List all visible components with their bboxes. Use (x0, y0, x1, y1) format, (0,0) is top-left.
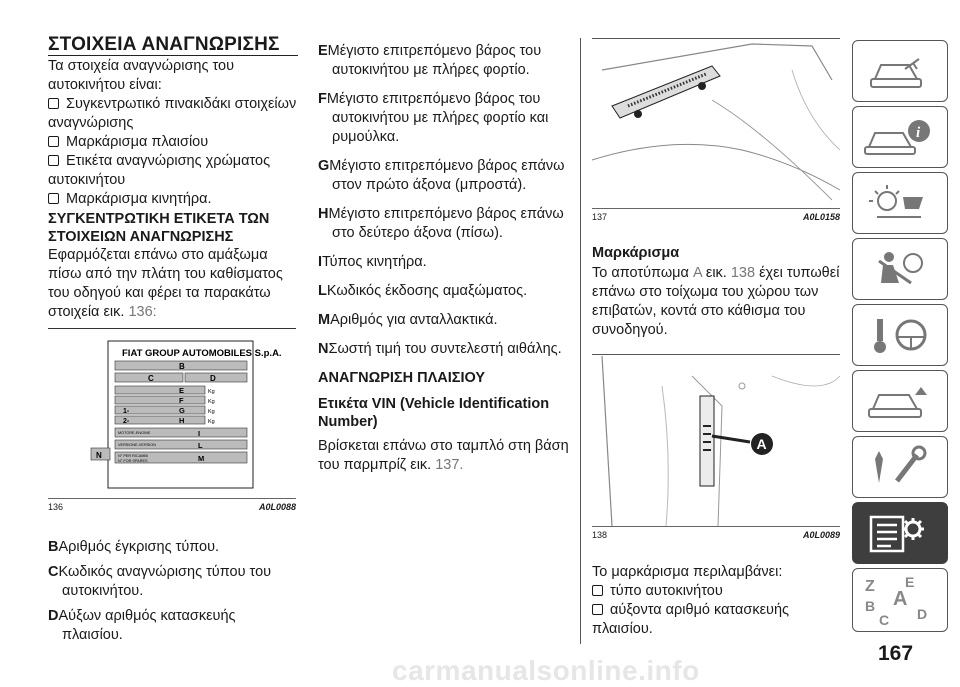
svg-text:F: F (179, 396, 184, 405)
vin-paragraph: Βρίσκεται επάνω στο ταμπλό στη βάση του παρμπρίζ εικ. 137. (318, 438, 569, 473)
svg-text:E: E (905, 574, 915, 590)
svg-text:Kg: Kg (208, 399, 215, 405)
intro-paragraph (48, 57, 298, 209)
svg-text:E: E (179, 386, 185, 395)
legend-list-continued: EΜέγιστο επιτρεπόμενο βάρος του αυτοκινήτου με πλήρες φορτίο. FΜέγιστο επιτρεπόμενο βάρος του αυτοκινήτου με πλήρες φορτίο και ρυμούλκα. GΜέγιστο επιτρεπόμενο βάρος επάνω στον πρώτο άξονα (μπροστά). HΜέγιστο επιτρεπόμενο βάρος επάνω στο δεύτερο άξονα (πίσω). IΤύπος κινητήρα. LΚωδικός έκδοσης αμαξώματος. MΑριθμός για ανταλλακτικά. NΣωστή τιμή του συντελεστή αιθάλης. ΑΝΑΓΝΩΡΙΣΗ ΠΛΑΙΣΙΟΥ Ετικέτα VIN (Vehicle Identification Number) Βρίσκεται επάνω στο ταμπλό στη βάση του παρμπρίζ εικ. 137. (318, 42, 580, 475)
bullet-item: αύξοντα αριθμό κατασκευής (592, 601, 844, 620)
warning-lights-icon (853, 173, 947, 233)
svg-text:N° PER RICAMBI: N° PER RICAMBI (118, 454, 148, 458)
figure-number: 138 (592, 530, 608, 540)
tab-safety[interactable] (852, 238, 948, 300)
windshield-vin-figure (592, 40, 840, 208)
legend-list: BΑριθμός έγκρισης τύπου. CΚωδικός αναγνώρισης τύπου του αυτοκινήτου. DΑύξων αριθμός κατασκευής πλαισίου. (48, 538, 303, 645)
car-emergency-icon (853, 371, 947, 431)
legend-item: FΜέγιστο επιτρεπόμενο βάρος του (318, 91, 541, 107)
svg-text:Kg: Kg (208, 419, 215, 425)
figure-reference[interactable]: 136: (128, 304, 157, 320)
tab-warning-lights[interactable] (852, 172, 948, 234)
title-rule (48, 55, 298, 56)
svg-text:N° FOR SPARES: N° FOR SPARES (118, 459, 148, 463)
column-divider (580, 38, 581, 644)
svg-text:C: C (879, 612, 890, 628)
intro-line: αυτοκινήτου είναι: (48, 77, 162, 93)
svg-text:N: N (96, 451, 102, 460)
tab-dashboard[interactable] (852, 40, 948, 102)
tab-emergency[interactable] (852, 370, 948, 432)
technical-data-icon (853, 503, 947, 563)
checkbox-bullet-icon (48, 193, 59, 204)
chassis-marking-figure (592, 356, 840, 526)
figure-number: 137 (592, 212, 608, 222)
legend-item: HΜέγιστο επιτρεπόμενο βάρος επάνω (318, 206, 564, 222)
svg-text:C: C (148, 374, 154, 383)
page-title: ΣΤΟΙΧΕΙΑ ΑΝΑΓΝΩΡΙΣΗΣ (48, 34, 280, 55)
svg-text:I: I (198, 429, 201, 438)
watermark: carmanualsonline.info (392, 655, 700, 686)
legend-item: IΤύπος κινητήρα. (318, 254, 427, 270)
svg-text:D: D (210, 374, 216, 383)
figure-number: 136 (48, 502, 64, 512)
section-heading: ΣΥΓΚΕΝΤΡΩΤΙΚΗ ΕΤΙΚΕΤΑ ΤΩΝ ΣΤΟΙΧΕΙΩΝ ΑΝΑΓΝΩΡΙΣΗΣ (48, 211, 270, 245)
figure-code: A0L0089 (802, 530, 840, 540)
checkbox-bullet-icon (592, 585, 603, 596)
subheading: Ετικέτα VIN (Vehicle Identification Number) (318, 396, 550, 430)
intro-line: Τα στοιχεία αναγνώρισης του (48, 58, 234, 74)
figure-top-rule (48, 328, 296, 329)
figure-caption (48, 502, 296, 512)
figure-caption (592, 530, 840, 540)
identification-plate-figure (88, 340, 282, 490)
legend-item: GΜέγιστο επιτρεπόμενο βάρος επάνω (318, 158, 565, 174)
bullet-continuation: αυτοκινήτου (48, 172, 126, 188)
page-number: 167 (878, 642, 914, 665)
car-info-icon (853, 107, 947, 167)
checkbox-bullet-icon (592, 604, 603, 615)
figure-reference[interactable]: 138 (730, 265, 756, 281)
svg-text:MOTORE-ENGINE: MOTORE-ENGINE (118, 431, 151, 435)
svg-text:2-: 2- (123, 418, 130, 425)
svg-text:M: M (198, 454, 205, 463)
figure-code: A0L0158 (802, 212, 840, 222)
tab-technical-data[interactable] (852, 502, 948, 564)
callout-reference: A (692, 265, 702, 281)
bullet-item: Συγκεντρωτικό πινακιδάκι στοιχείων (48, 95, 298, 114)
legend-item: MΑριθμός για ανταλλακτικά. (318, 312, 498, 328)
section-heading: Μαρκάρισμα (592, 245, 680, 261)
callout-a-label: A (756, 436, 767, 452)
bullet-continuation: αναγνώρισης (48, 115, 134, 131)
figure-bottom-rule (48, 498, 296, 499)
legend-item: EΜέγιστο επιτρεπόμενο βάρος του (318, 43, 542, 59)
figure-top-rule (592, 38, 840, 39)
legend-item: NΣωστή τιμή του συντελεστή αιθάλης. (318, 341, 562, 357)
figure-caption (592, 212, 840, 222)
bullet-item: Μαρκάρισμα πλαισίου (48, 133, 298, 152)
checkbox-bullet-icon (48, 155, 59, 166)
svg-text:B: B (865, 598, 876, 614)
bullet-item: Ετικέτα αναγνώρισης χρώματος (48, 152, 298, 171)
svg-text:Kg: Kg (208, 409, 215, 415)
figure-code: A0L0088 (258, 502, 296, 512)
section-paragraph: Εφαρμόζεται επάνω στο αμάξωμα πίσω από την πλάτη του καθίσματος του οδηγού και φέρει τα παρακάτω στοιχεία εικ. 136: (48, 247, 283, 320)
bullet-item: τύπο αυτοκινήτου (592, 582, 844, 601)
svg-text:Z: Z (865, 578, 875, 595)
airbag-safety-icon (853, 239, 947, 299)
svg-text:H: H (179, 416, 185, 425)
svg-text:1-: 1- (123, 408, 130, 415)
key-steering-icon (853, 305, 947, 365)
marking-paragraph: Το αποτύπωμα A εικ. 138 έχει τυπωθεί επάνω στο τοίχωμα του χώρου των επιβατών, κοντά στο κάθισμα του συνοδηγού. (592, 265, 840, 338)
checkbox-bullet-icon (48, 98, 59, 109)
svg-text:i: i (916, 125, 921, 141)
marking-list: Το μαρκάρισμα περιλαμβάνει: τύπο αυτοκινήτου αύξοντα αριθμό κατασκευής πλαισίου. (592, 563, 844, 639)
legend-item: CΚωδικός αναγνώρισης τύπου του (48, 564, 272, 580)
legend-item: DΑύξων αριθμός κατασκευής (48, 608, 236, 624)
figure-bottom-rule (592, 208, 840, 209)
figure-reference[interactable]: 137. (435, 457, 464, 473)
checkbox-bullet-icon (48, 136, 59, 147)
tab-starting-driving[interactable] (852, 304, 948, 366)
car-dashboard-icon (853, 41, 947, 101)
bullet-item: Μαρκάρισμα κινητήρα. (48, 190, 298, 209)
figure-top-rule (592, 354, 840, 355)
plate-header: FIAT GROUP AUTOMOBILES S.p.A. (122, 348, 282, 359)
legend-item: LΚωδικός έκδοσης αμαξώματος. (318, 283, 528, 299)
svg-text:VERSIONE-VERSION: VERSIONE-VERSION (118, 443, 156, 447)
svg-text:Kg: Kg (208, 389, 215, 395)
tab-maintenance[interactable] (852, 436, 948, 498)
wrench-maintenance-icon (853, 437, 947, 497)
tab-index[interactable] (852, 568, 948, 632)
section-heading: ΑΝΑΓΝΩΡΙΣΗ ΠΛΑΙΣΙΟΥ (318, 370, 486, 386)
svg-text:D: D (917, 606, 928, 622)
figure-bottom-rule (592, 526, 840, 527)
legend-item: BΑριθμός έγκρισης τύπου. (48, 539, 220, 555)
index-letters-icon (853, 569, 947, 631)
svg-text:L: L (198, 441, 203, 450)
svg-text:A: A (893, 588, 908, 610)
svg-text:G: G (179, 406, 185, 415)
svg-text:B: B (179, 362, 185, 371)
tab-getting-to-know[interactable] (852, 106, 948, 168)
